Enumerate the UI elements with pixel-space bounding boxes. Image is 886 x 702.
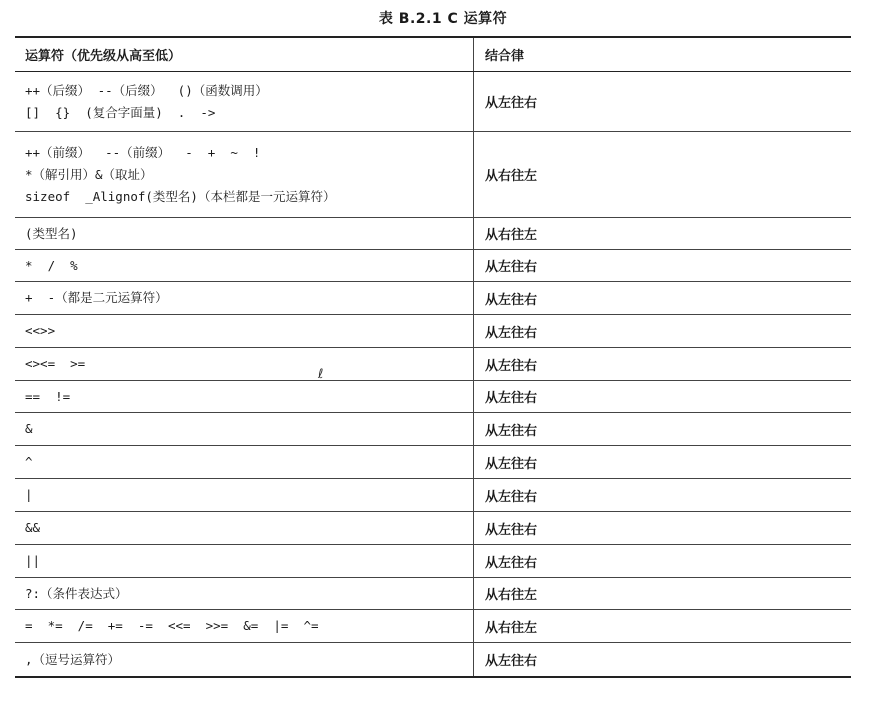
table-row — [15, 413, 851, 446]
operator-line: ++（后缀） --（后缀） ()（函数调用） — [25, 82, 268, 98]
associativity-cell: 从左往右 — [485, 391, 538, 406]
operator-cell — [15, 643, 474, 676]
operator-cell — [15, 413, 474, 445]
operator-cell — [15, 315, 474, 347]
associativity-cell: 从右往左 — [485, 169, 538, 184]
associativity-cell: 从左往右 — [485, 489, 538, 505]
operator-cell — [15, 610, 474, 642]
operator-cell — [15, 282, 474, 314]
operator-cell — [15, 381, 474, 412]
header-associativity: 结合律 — [485, 49, 525, 64]
operator-cell — [15, 512, 474, 544]
operator-line: = *= /= += -= <<= >>= &= |= ^= — [25, 618, 319, 633]
table-row — [15, 610, 851, 643]
table-row — [15, 545, 851, 578]
operator-line: && — [25, 520, 41, 535]
table-header-row — [15, 38, 851, 72]
operator-line: == != — [25, 388, 71, 404]
operator-line: * / % — [25, 257, 78, 273]
operator-line: & — [25, 421, 33, 436]
operator-line: || — [25, 553, 41, 568]
table-row — [15, 512, 851, 545]
operator-line: ++（前缀） --（前缀） - + ~ ! — [25, 144, 261, 160]
operator-line: (类型名) — [25, 225, 78, 241]
operator-cell — [15, 250, 474, 281]
operator-line: sizeof _Alignof(类型名)（本栏都是一元运算符） — [25, 188, 336, 204]
associativity-cell: 从右往左 — [485, 588, 538, 603]
table-row — [15, 72, 851, 132]
table-title: 表 B.2.1 C 运算符 — [378, 11, 508, 27]
operator-line: <<>> — [25, 323, 56, 338]
associativity-cell: 从左往右 — [485, 260, 538, 275]
operator-cell — [15, 446, 474, 478]
associativity-cell: 从左往右 — [485, 325, 538, 341]
table-row — [15, 250, 851, 282]
scan-mark: ℓ — [318, 367, 324, 382]
operator-cell — [15, 72, 474, 131]
operator-line: ^ — [25, 454, 33, 469]
associativity-cell: 从左往右 — [485, 456, 538, 472]
associativity-cell: 从左往右 — [485, 654, 538, 669]
table-row — [15, 132, 851, 218]
associativity-cell: 从左往右 — [485, 358, 538, 374]
associativity-cell: 从左往右 — [485, 292, 538, 308]
associativity-cell: 从左往右 — [485, 423, 538, 439]
table-row — [15, 479, 851, 512]
table-row — [15, 578, 851, 610]
operator-line: + -（都是二元运算符） — [25, 290, 168, 305]
associativity-cell: 从右往左 — [485, 228, 538, 243]
operator-line: <><= >= — [25, 356, 86, 371]
associativity-cell: 从左往右 — [485, 522, 538, 538]
table-row — [15, 446, 851, 479]
table-row — [15, 643, 851, 676]
operator-cell — [15, 479, 474, 511]
operator-line: [] {} (复合字面量) . -> — [25, 104, 216, 120]
table-row — [15, 381, 851, 413]
operator-line: | — [25, 487, 33, 502]
operator-table — [15, 36, 851, 678]
header-operators: 运算符（优先级从高至低） — [15, 38, 474, 71]
operator-cell — [15, 578, 474, 609]
table-row — [15, 218, 851, 250]
operator-cell — [15, 132, 474, 217]
operator-line: *（解引用）&（取址） — [25, 166, 153, 182]
associativity-cell: 从左往右 — [485, 96, 538, 111]
operator-cell — [15, 545, 474, 577]
operator-cell — [15, 348, 474, 380]
table-row — [15, 348, 851, 381]
table-row — [15, 282, 851, 315]
associativity-cell: 从右往左 — [485, 620, 538, 636]
operator-cell — [15, 218, 474, 249]
operator-line: ?:（条件表达式） — [25, 585, 128, 601]
associativity-cell: 从左往右 — [485, 555, 538, 571]
operator-line: ,（逗号运算符） — [25, 651, 121, 667]
table-row — [15, 315, 851, 348]
